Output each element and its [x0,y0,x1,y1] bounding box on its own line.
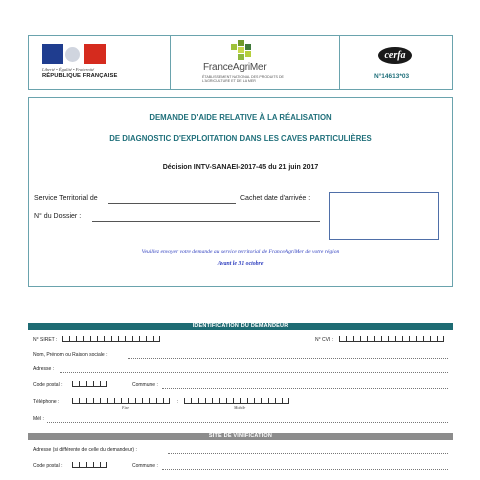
char-cell[interactable] [240,398,247,404]
site-postal-code-input[interactable] [72,462,107,468]
char-cell[interactable] [430,336,437,342]
cvi-label: N° CVI : [315,337,334,343]
republic-motto: Liberté • Égalité • Fraternité [42,67,95,72]
char-cell[interactable] [409,336,416,342]
phone-fixed-caption: Fixe [122,405,130,410]
char-cell[interactable] [97,336,104,342]
site-address-field[interactable] [168,453,448,454]
cerfa-number: N°14613*03 [374,73,410,80]
postal-code-input[interactable] [72,381,107,387]
phone-mobile-caption: Mobile [234,405,246,410]
char-cell[interactable] [142,398,149,404]
char-cell[interactable] [135,398,142,404]
char-cell[interactable] [261,398,268,404]
agency-subtitle: ÉTABLISSEMENT NATIONAL DES PRODUITS DE L'AGRICULTURE ET DE LA MER [202,75,284,84]
name-field[interactable] [128,358,448,359]
char-cell[interactable] [282,398,289,404]
char-cell[interactable] [93,381,100,387]
char-cell[interactable] [100,462,107,468]
char-cell[interactable] [69,336,76,342]
phone-mobile-input[interactable] [184,398,289,404]
char-cell[interactable] [339,336,346,342]
char-cell[interactable] [104,336,111,342]
char-cell[interactable] [367,336,374,342]
char-cell[interactable] [388,336,395,342]
char-cell[interactable] [205,398,212,404]
char-cell[interactable] [198,398,205,404]
franceagrimer-logo-icon [231,40,253,62]
identification-section-title: IDENTIFICATION DU DEMANDEUR [28,323,453,330]
char-cell[interactable] [72,398,79,404]
char-cell[interactable] [423,336,430,342]
char-cell[interactable] [437,336,444,342]
char-cell[interactable] [93,398,100,404]
cvi-input[interactable] [339,336,444,342]
char-cell[interactable] [100,398,107,404]
commune-field[interactable] [162,388,448,389]
char-cell[interactable] [100,381,107,387]
char-cell[interactable] [395,336,402,342]
char-cell[interactable] [402,336,409,342]
phone-fixed-input[interactable] [72,398,170,404]
char-cell[interactable] [111,336,118,342]
char-cell[interactable] [149,398,156,404]
char-cell[interactable] [86,398,93,404]
char-cell[interactable] [118,336,125,342]
char-cell[interactable] [268,398,275,404]
char-cell[interactable] [381,336,388,342]
char-cell[interactable] [72,381,79,387]
char-cell[interactable] [79,398,86,404]
address-label: Adresse : [33,366,55,372]
char-cell[interactable] [360,336,367,342]
char-cell[interactable] [191,398,198,404]
cachet-label: Cachet date d'arrivée : [240,195,311,202]
header-divider-left [170,35,171,90]
char-cell[interactable] [153,336,160,342]
deadline-text: Avant le 31 octobre [217,261,264,267]
agency-name: FranceAgriMer [203,62,267,73]
char-cell[interactable] [139,336,146,342]
char-cell[interactable] [107,398,114,404]
char-cell[interactable] [132,336,139,342]
postal-code-label: Code postal : [33,382,63,388]
char-cell[interactable] [254,398,261,404]
char-cell[interactable] [146,336,153,342]
email-field[interactable] [47,422,448,423]
char-cell[interactable] [125,336,132,342]
french-flag-logo [42,44,106,64]
decision-reference: Décision INTV-SANAEI-2017-45 du 21 juin 2017 [162,164,319,171]
address-field[interactable] [60,372,448,373]
site-section-title: SITE DE VINIFICATION [28,433,453,440]
char-cell[interactable] [86,381,93,387]
char-cell[interactable] [90,336,97,342]
char-cell[interactable] [416,336,423,342]
phone-label: Téléphone : [33,399,60,405]
site-address-label: Adresse (si différente de celle du demandeur) : [33,447,137,453]
email-label: Mél : [33,416,44,422]
siret-label: N° SIRET : [33,337,58,343]
char-cell[interactable] [76,336,83,342]
char-cell[interactable] [374,336,381,342]
char-cell[interactable] [72,462,79,468]
char-cell[interactable] [128,398,135,404]
dossier-label: N° du Dossier : [34,213,82,220]
siret-input[interactable] [62,336,160,342]
char-cell[interactable] [83,336,90,342]
arrival-stamp-box[interactable] [329,192,439,240]
char-cell[interactable] [156,398,163,404]
char-cell[interactable] [114,398,121,404]
char-cell[interactable] [346,336,353,342]
site-postal-code-label: Code postal : [33,463,63,469]
service-label: Service Territorial de [34,195,98,202]
char-cell[interactable] [93,462,100,468]
char-cell[interactable] [212,398,219,404]
site-commune-field[interactable] [162,469,448,470]
char-cell[interactable] [275,398,282,404]
cerfa-logo: cerfa [378,47,412,64]
char-cell[interactable] [86,462,93,468]
republic-name: RÉPUBLIQUE FRANÇAISE [42,73,118,79]
char-cell[interactable] [184,398,191,404]
char-cell[interactable] [226,398,233,404]
form-title-line1: DEMANDE D'AIDE RELATIVE À LA RÉALISATION [149,113,332,122]
char-cell[interactable] [79,462,86,468]
char-cell[interactable] [219,398,226,404]
name-label: Nom, Prénom ou Raison sociale : [33,352,108,358]
site-commune-label: Commune : [132,463,158,469]
service-field[interactable] [108,203,236,204]
char-cell[interactable] [233,398,240,404]
commune-label: Commune : [132,382,158,388]
char-cell[interactable] [121,398,128,404]
char-cell[interactable] [62,336,69,342]
header-divider-right [339,35,340,90]
char-cell[interactable] [353,336,360,342]
char-cell[interactable] [79,381,86,387]
form-title-line2: DE DIAGNOSTIC D'EXPLOITATION DANS LES CAVES PARTICULIÈRES [109,134,372,143]
char-cell[interactable] [163,398,170,404]
dossier-field[interactable] [92,221,320,222]
char-cell[interactable] [247,398,254,404]
sending-instruction: Veuillez envoyer votre demande au service territorial de FranceAgriMer de votre région [141,249,340,255]
